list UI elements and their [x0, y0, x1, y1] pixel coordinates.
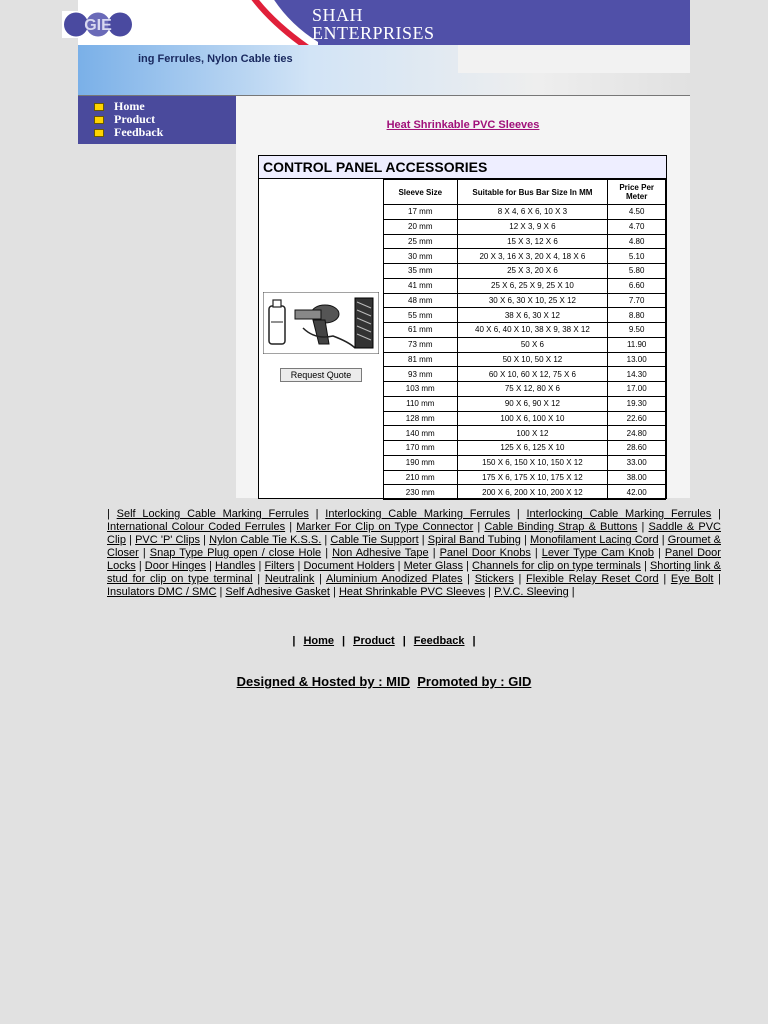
cell-price: 13.00: [608, 352, 666, 367]
link-separator: |: [711, 508, 721, 520]
marquee-top-strip: [458, 45, 690, 73]
cell-price: 7.70: [608, 293, 666, 308]
menu-bullet-icon: [94, 103, 104, 111]
link-separator: |: [321, 547, 333, 559]
link-separator: |: [658, 534, 668, 546]
site-credits: [0, 674, 768, 689]
product-link[interactable]: Snap Type Plug open / close Hole: [149, 547, 322, 559]
table-row: [384, 264, 666, 279]
cell-bus-bar-size: 40 X 6, 40 X 10, 38 X 9, 38 X 12: [457, 323, 608, 338]
table-title-bar: [259, 156, 666, 179]
column-header-price: Price Per Meter: [608, 180, 666, 205]
cell-sleeve-size: 170 mm: [384, 441, 458, 456]
product-link[interactable]: Lever Type Cam Knob: [541, 547, 654, 559]
link-separator: |: [510, 508, 527, 520]
link-separator: |: [216, 586, 226, 598]
company-logo[interactable]: [62, 11, 134, 38]
product-link[interactable]: Self Locking Cable Marking Ferrules: [116, 508, 309, 520]
product-link[interactable]: Handles: [215, 560, 256, 572]
product-link[interactable]: Saddle & PVC Clip: [107, 521, 721, 546]
table-row: [384, 382, 666, 397]
banner-swoosh-graphic: [228, 0, 318, 45]
heat-gun-product-image: [263, 292, 379, 354]
link-separator: |: [462, 560, 472, 572]
price-table-body: [384, 205, 666, 500]
promoted-by-link[interactable]: Promoted by : GID: [417, 674, 532, 689]
cell-sleeve-size: 103 mm: [384, 382, 458, 397]
cell-sleeve-size: 93 mm: [384, 367, 458, 382]
cell-sleeve-size: 30 mm: [384, 249, 458, 264]
product-link[interactable]: Interlocking Cable Marking Ferrules: [325, 508, 511, 520]
cell-price: 11.90: [608, 337, 666, 352]
product-link[interactable]: Self Adhesive Gasket: [225, 586, 330, 598]
table-row: [384, 441, 666, 456]
link-separator: |: [568, 586, 575, 598]
cell-sleeve-size: 190 mm: [384, 455, 458, 470]
table-row: [384, 470, 666, 485]
menu-label: Feedback: [114, 125, 164, 139]
cell-sleeve-size: 61 mm: [384, 323, 458, 338]
bottom-nav-product[interactable]: Product: [353, 635, 395, 647]
nav-separator: |: [472, 635, 476, 647]
table-row: [384, 278, 666, 293]
table-row: [384, 219, 666, 234]
link-separator: |: [530, 547, 542, 559]
table-row: [384, 396, 666, 411]
side-menu: [78, 96, 236, 144]
product-link[interactable]: Spiral Band Tubing: [427, 534, 521, 546]
cell-sleeve-size: 55 mm: [384, 308, 458, 323]
link-separator: |: [428, 547, 440, 559]
link-separator: |: [314, 573, 326, 585]
cell-sleeve-size: 25 mm: [384, 234, 458, 249]
cell-bus-bar-size: 25 X 6, 25 X 9, 25 X 10: [457, 278, 608, 293]
cell-price: 4.80: [608, 234, 666, 249]
link-separator: |: [485, 586, 495, 598]
cell-sleeve-size: 110 mm: [384, 396, 458, 411]
link-separator: |: [285, 521, 297, 533]
product-link[interactable]: Monofilament Lacing Cord: [530, 534, 659, 546]
bottom-navigation: [0, 635, 768, 647]
designed-by-link[interactable]: Designed & Hosted by : MID: [236, 674, 410, 689]
cell-bus-bar-size: 125 X 6, 125 X 10: [457, 441, 608, 456]
company-name-line2: ENTERPRISES: [312, 23, 435, 43]
cell-sleeve-size: 17 mm: [384, 205, 458, 220]
product-link[interactable]: Eye Bolt: [670, 573, 714, 585]
link-separator: |: [308, 508, 326, 520]
cell-sleeve-size: 140 mm: [384, 426, 458, 441]
link-separator: |: [329, 586, 339, 598]
link-separator: |: [658, 573, 671, 585]
link-separator: |: [125, 534, 136, 546]
cell-sleeve-size: 41 mm: [384, 278, 458, 293]
link-separator: |: [640, 560, 650, 572]
cell-price: 28.60: [608, 441, 666, 456]
table-row: [384, 485, 666, 500]
product-link[interactable]: Neutralink: [264, 573, 315, 585]
product-link[interactable]: Nylon Cable Tie K.S.S.: [209, 534, 322, 546]
link-separator: |: [513, 573, 527, 585]
cell-bus-bar-size: 100 X 6, 100 X 10: [457, 411, 608, 426]
cell-sleeve-size: 20 mm: [384, 219, 458, 234]
cell-bus-bar-size: 175 X 6, 175 X 10, 175 X 12: [457, 470, 608, 485]
cell-bus-bar-size: 75 X 12, 80 X 6: [457, 382, 608, 397]
cell-bus-bar-size: 30 X 6, 30 X 10, 25 X 12: [457, 293, 608, 308]
product-link[interactable]: Cable Binding Strap & Buttons: [484, 521, 638, 533]
cell-price: 4.50: [608, 205, 666, 220]
link-separator: |: [199, 534, 210, 546]
site-header: [78, 0, 690, 96]
nav-separator: |: [402, 635, 406, 647]
cell-bus-bar-size: 12 X 3, 9 X 6: [457, 219, 608, 234]
product-link[interactable]: Heat Shrinkable PVC Sleeves: [338, 586, 486, 598]
bottom-nav-home[interactable]: Home: [303, 635, 335, 647]
cell-bus-bar-size: 20 X 3, 16 X 3, 20 X 4, 18 X 6: [457, 249, 608, 264]
link-separator: |: [394, 560, 404, 572]
product-link[interactable]: Non Adhesive Tape: [332, 547, 429, 559]
link-separator: |: [138, 547, 150, 559]
link-separator: |: [473, 521, 485, 533]
cell-bus-bar-size: 15 X 3, 12 X 6: [457, 234, 608, 249]
cell-bus-bar-size: 200 X 6, 200 X 10, 200 X 12: [457, 485, 608, 500]
product-link[interactable]: Document Holders: [303, 560, 395, 572]
cell-sleeve-size: 48 mm: [384, 293, 458, 308]
cell-price: 4.70: [608, 219, 666, 234]
cell-price: 9.50: [608, 323, 666, 338]
table-row: [384, 411, 666, 426]
cell-sleeve-size: 230 mm: [384, 485, 458, 500]
cell-price: 38.00: [608, 470, 666, 485]
cell-bus-bar-size: 50 X 10, 50 X 12: [457, 352, 608, 367]
cell-bus-bar-size: 100 X 12: [457, 426, 608, 441]
cell-bus-bar-size: 60 X 10, 60 X 12, 75 X 6: [457, 367, 608, 382]
marquee-bar: [78, 45, 690, 96]
column-header-bus-bar-size: Suitable for Bus Bar Size In MM: [457, 180, 608, 205]
table-header-row: [384, 180, 666, 205]
product-link[interactable]: Insulators DMC / SMC: [107, 586, 217, 598]
table-row: [384, 205, 666, 220]
cell-bus-bar-size: 8 X 4, 6 X 6, 10 X 3: [457, 205, 608, 220]
request-quote-button[interactable]: Request Quote: [280, 368, 362, 382]
product-image-cell: [259, 179, 384, 498]
product-link[interactable]: Shorting link & stud for clip on type terminal: [107, 560, 721, 585]
table-title: CONTROL PANEL ACCESSORIES: [263, 159, 488, 175]
link-separator: |: [653, 547, 665, 559]
link-separator: |: [107, 508, 117, 520]
table-row: [384, 426, 666, 441]
section-title-link[interactable]: Heat Shrinkable PVC Sleeves: [386, 119, 540, 131]
company-banner: [228, 0, 690, 45]
product-link[interactable]: Filters: [264, 560, 295, 572]
cell-sleeve-size: 128 mm: [384, 411, 458, 426]
cell-sleeve-size: 210 mm: [384, 470, 458, 485]
cell-sleeve-size: 73 mm: [384, 337, 458, 352]
cell-price: 24.80: [608, 426, 666, 441]
product-link[interactable]: P.V.C. Sleeving: [494, 586, 569, 598]
nav-separator: |: [342, 635, 346, 647]
link-separator: |: [713, 573, 721, 585]
product-link[interactable]: Meter Glass: [403, 560, 463, 572]
product-link[interactable]: PVC 'P' Clips: [135, 534, 200, 546]
link-separator: |: [418, 534, 428, 546]
cell-price: 6.60: [608, 278, 666, 293]
table-row: [384, 308, 666, 323]
cell-sleeve-size: 35 mm: [384, 264, 458, 279]
cell-bus-bar-size: 90 X 6, 90 X 12: [457, 396, 608, 411]
menu-label: Home: [114, 99, 145, 113]
bottom-nav-feedback[interactable]: Feedback: [413, 635, 465, 647]
table-row: [384, 337, 666, 352]
cell-bus-bar-size: 150 X 6, 150 X 10, 150 X 12: [457, 455, 608, 470]
cell-bus-bar-size: 25 X 3, 20 X 6: [457, 264, 608, 279]
link-separator: |: [462, 573, 475, 585]
column-header-sleeve-size: Sleeve Size: [384, 180, 458, 205]
scrolling-marquee-text: ing Ferrules, Nylon Cable ties: [138, 53, 293, 65]
logo-text: GIE: [84, 17, 112, 34]
nav-separator: |: [292, 635, 296, 647]
product-link[interactable]: Panel Door Locks: [107, 547, 721, 572]
cell-sleeve-size: 81 mm: [384, 352, 458, 367]
price-table: [383, 179, 666, 500]
company-name-line1: SHAH: [312, 5, 364, 25]
product-link[interactable]: Marker For Clip on Type Connector: [296, 521, 474, 533]
link-separator: |: [252, 573, 265, 585]
menu-item-feedback[interactable]: [94, 126, 163, 139]
product-link[interactable]: International Colour Coded Ferrules: [107, 521, 286, 533]
table-row: [384, 323, 666, 338]
link-separator: |: [205, 560, 216, 572]
menu-bullet-icon: [94, 129, 104, 137]
product-link[interactable]: Flexible Relay Reset Cord: [526, 573, 659, 585]
cell-price: 17.00: [608, 382, 666, 397]
product-link[interactable]: Panel Door Knobs: [439, 547, 531, 559]
product-link[interactable]: Aluminium Anodized Plates: [325, 573, 463, 585]
cell-price: 5.80: [608, 264, 666, 279]
cell-bus-bar-size: 38 X 6, 30 X 12: [457, 308, 608, 323]
product-link[interactable]: Cable Tie Support: [330, 534, 419, 546]
product-link[interactable]: Door Hinges: [144, 560, 206, 572]
link-separator: |: [135, 560, 145, 572]
table-row: [384, 234, 666, 249]
link-separator: |: [294, 560, 304, 572]
link-separator: |: [637, 521, 649, 533]
product-table-box: [258, 155, 667, 499]
link-separator: |: [255, 560, 265, 572]
table-row: [384, 293, 666, 308]
product-link[interactable]: Groumet & Closer: [107, 534, 721, 559]
cell-price: 22.60: [608, 411, 666, 426]
link-separator: |: [520, 534, 531, 546]
table-row: [384, 249, 666, 264]
product-link[interactable]: Interlocking Cable Marking Ferrules: [526, 508, 712, 520]
link-separator: |: [321, 534, 331, 546]
cell-bus-bar-size: 50 X 6: [457, 337, 608, 352]
cell-price: 19.30: [608, 396, 666, 411]
cell-price: 42.00: [608, 485, 666, 500]
cell-price: 8.80: [608, 308, 666, 323]
table-row: [384, 367, 666, 382]
product-link[interactable]: Stickers: [474, 573, 514, 585]
table-row: [384, 455, 666, 470]
menu-label: Product: [114, 112, 156, 126]
cell-price: 5.10: [608, 249, 666, 264]
cell-price: 14.30: [608, 367, 666, 382]
product-link[interactable]: Channels for clip on type terminals: [472, 560, 641, 572]
product-links: [107, 508, 721, 599]
menu-bullet-icon: [94, 116, 104, 124]
cell-price: 33.00: [608, 455, 666, 470]
table-row: [384, 352, 666, 367]
